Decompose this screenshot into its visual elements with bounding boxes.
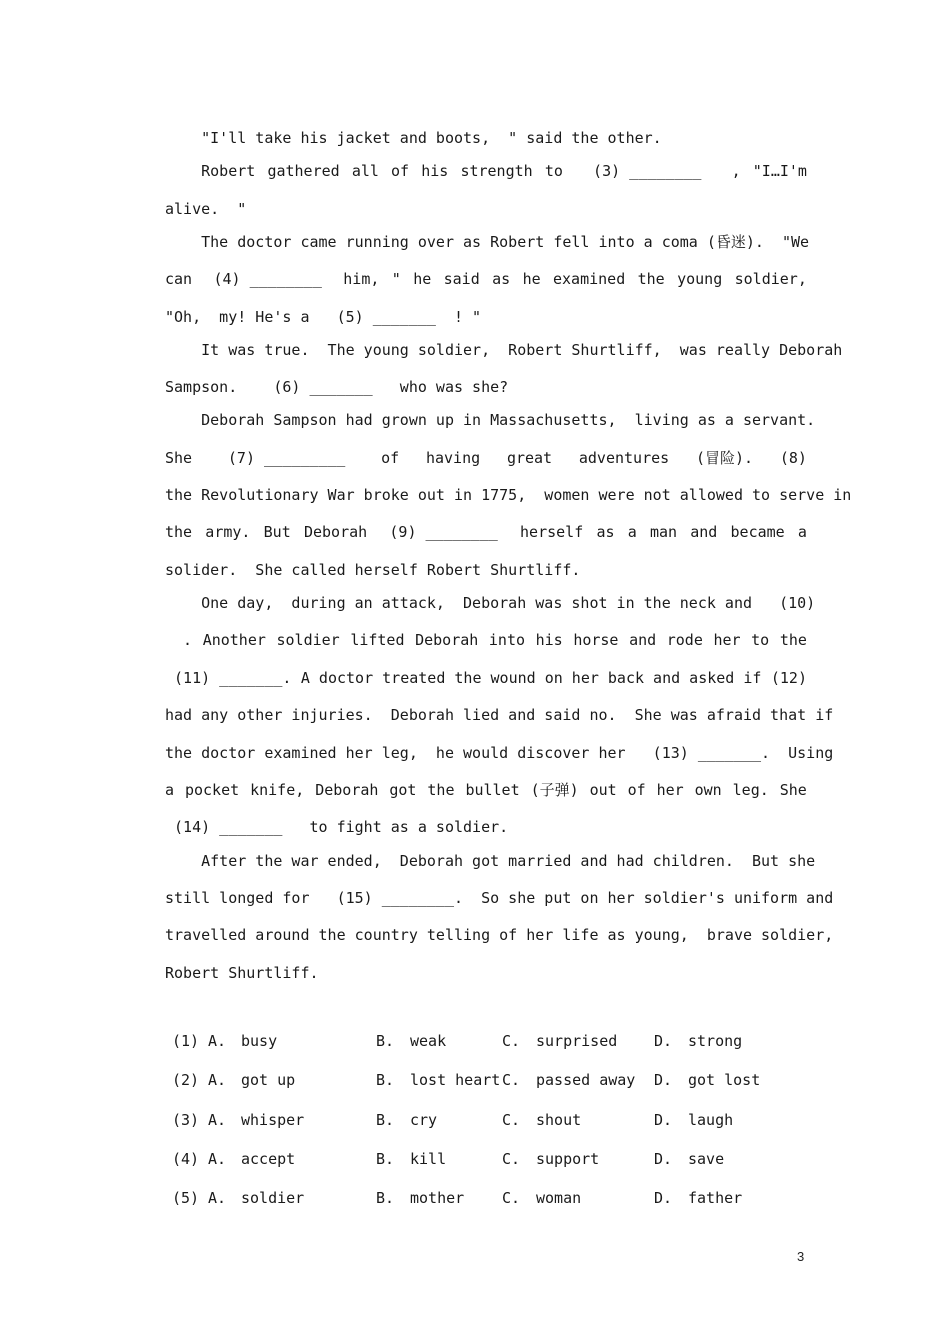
passage-text: . [165, 631, 193, 650]
passage-line [165, 446, 807, 483]
option-letter: A. [208, 1110, 227, 1129]
passage-text: She [165, 448, 193, 467]
option-a: soldier [241, 1189, 305, 1208]
option-d: laugh [688, 1110, 734, 1129]
passage-line [165, 961, 807, 998]
passage-text: (4) ________ [204, 270, 331, 289]
passage-text: the Revolutionary War broke out in 1775, women were not allowed to serve in [165, 486, 852, 505]
passage-line [165, 197, 807, 230]
option-a: accept [241, 1149, 296, 1168]
passage-line [165, 591, 816, 628]
passage-line [165, 375, 807, 408]
passage-text: a [165, 781, 175, 800]
passage-text: to [544, 162, 563, 181]
passage-line [165, 305, 807, 338]
passage-line [165, 408, 816, 445]
option-letter: A. [208, 1189, 227, 1208]
passage-line [165, 267, 807, 304]
option-letter: C. [502, 1032, 521, 1050]
option-letter: C. [502, 1071, 521, 1090]
passage-line [165, 483, 852, 520]
passage-text: (12) [770, 668, 807, 687]
passage-text: " [391, 270, 401, 289]
passage-text: (14) _______ to fight as a soldier. [165, 818, 509, 837]
question-number: (3) [172, 1110, 200, 1129]
passage-text: One day, during an attack, Deborah was shot in the neck and (10) [165, 594, 816, 613]
option-letter: D. [654, 1189, 673, 1208]
passage-text: army. [205, 523, 251, 542]
option-c: support [536, 1149, 600, 1168]
passage-text: (9) ________ [380, 523, 507, 542]
passage-text: Robert [165, 162, 256, 181]
passage-text: and [629, 631, 657, 650]
passage-text: strength [460, 162, 533, 181]
passage-text: soldier, [734, 270, 807, 289]
option-letter: B. [376, 1189, 395, 1208]
option-letter: D. [654, 1110, 673, 1129]
passage-text: he [522, 270, 541, 289]
option-letter: C. [502, 1189, 521, 1208]
option-letter: B. [376, 1149, 395, 1168]
option-d: strong [688, 1032, 743, 1050]
option-a: whisper [241, 1110, 305, 1129]
option-b: cry [410, 1110, 438, 1129]
passage-text: as [596, 523, 615, 542]
option-letter: C. [502, 1110, 521, 1129]
passage-text: her [713, 631, 741, 650]
option-letter: B. [376, 1071, 395, 1090]
option-row [172, 1187, 812, 1226]
passage-text: rode [666, 631, 703, 650]
option-d: father [688, 1189, 743, 1208]
passage-text: and [690, 523, 718, 542]
question-number: (5) [172, 1189, 200, 1208]
passage-text: horse [573, 631, 619, 650]
passage-text: Sampson. (6) _______ who was she? [165, 378, 509, 397]
passage-text: gathered [267, 162, 340, 181]
passage-text: to [751, 631, 770, 650]
passage-text: a [797, 523, 807, 542]
option-row [172, 1109, 812, 1148]
passage-text: knife, [250, 781, 305, 800]
passage-text: alive. " [165, 199, 247, 218]
passage-text: of [381, 448, 400, 467]
passage-text: (3) ________ [575, 162, 720, 181]
passage-text: She [779, 781, 807, 800]
passage-text: (冒险). [695, 448, 754, 467]
option-b: weak [410, 1032, 447, 1050]
passage-line [165, 126, 807, 159]
passage-text: "I'll take his jacket and boots, " said the other. [165, 129, 662, 147]
passage-text: Another [202, 631, 266, 650]
passage-text: a [627, 523, 637, 542]
option-c: woman [536, 1189, 582, 1208]
option-b: kill [410, 1149, 447, 1168]
option-a: got up [241, 1071, 296, 1090]
passage-text: still longed for (15) ________. So she put on her soldier's uniform and [165, 888, 834, 907]
passage-text: Deborah [315, 781, 379, 800]
passage-text: bullet [465, 781, 520, 800]
passage-text: pocket [184, 781, 240, 800]
passage-line [165, 159, 807, 196]
reading-passage [165, 126, 852, 998]
option-b: mother [410, 1189, 465, 1208]
passage-text: the [427, 781, 455, 800]
option-letter: D. [654, 1032, 673, 1050]
passage-text: Deborah [303, 523, 368, 542]
passage-text: herself [520, 523, 584, 542]
passage-text: her [656, 781, 684, 800]
passage-text: his [535, 631, 563, 650]
passage-text: into [488, 631, 526, 650]
question-number: (4) [172, 1149, 200, 1168]
passage-line [165, 815, 807, 848]
passage-text: the doctor examined her leg, he would discover her (13) _______. Using [165, 743, 834, 762]
passage-text: he [413, 270, 432, 289]
passage-text: own [694, 781, 722, 800]
passage-text: leg. [732, 781, 769, 800]
passage-text: of [627, 781, 646, 800]
passage-text: him, [343, 270, 380, 289]
page-number: 3 [797, 1249, 805, 1264]
answer-options [172, 1030, 812, 1226]
passage-text: It was true. The young soldier, Robert Shurtliff, was really Deborah [165, 340, 843, 359]
passage-text: (8) [779, 448, 807, 467]
passage-text: (7) _________ [218, 448, 355, 467]
option-letter: A. [208, 1149, 227, 1168]
passage-text: After the war ended, Deborah got married and had children. But she [165, 851, 816, 870]
passage-text: got [389, 781, 417, 800]
option-letter: D. [654, 1149, 673, 1168]
passage-text: , [731, 162, 741, 181]
passage-text: young [677, 270, 723, 289]
question-number: (2) [172, 1071, 200, 1090]
passage-text: (11) _______. [165, 668, 292, 687]
passage-line [165, 703, 834, 740]
passage-text: became [730, 523, 785, 542]
passage-text: Deborah Sampson had grown up in Massachusetts, living as a servant. [165, 411, 816, 430]
passage-text: soldier [276, 631, 340, 650]
option-row [172, 1030, 812, 1069]
passage-text: had any other injuries. Deborah lied and said no. She was afraid that if [165, 706, 834, 725]
passage-text: "I…I'm [752, 162, 807, 181]
option-row [172, 1148, 812, 1187]
option-a: busy [241, 1032, 278, 1050]
passage-line [165, 520, 807, 557]
passage-line [165, 666, 807, 703]
passage-line [165, 778, 807, 815]
passage-text: lifted [350, 631, 405, 650]
passage-text: having [425, 448, 481, 467]
passage-text: Deborah [415, 631, 479, 650]
passage-line [165, 849, 816, 886]
option-d: got lost [688, 1071, 761, 1090]
passage-text: as [492, 270, 511, 289]
option-b: lost heart [410, 1071, 501, 1090]
option-c: surprised [536, 1032, 618, 1050]
passage-text: examined [553, 270, 626, 289]
option-row [172, 1069, 812, 1108]
passage-text: A doctor treated the wound on her back and asked if [300, 668, 762, 687]
passage-line [165, 338, 843, 375]
option-letter: A. [208, 1071, 227, 1090]
option-c: shout [536, 1110, 582, 1129]
passage-text: out [589, 781, 617, 800]
passage-text: of [391, 162, 410, 181]
passage-text: great [506, 448, 553, 467]
question-number: (1) [172, 1032, 200, 1050]
option-letter: B. [376, 1110, 395, 1129]
passage-text: adventures [578, 448, 670, 467]
passage-text: the [637, 270, 665, 289]
passage-line [165, 628, 807, 665]
passage-text: solider. She called herself Robert Shurtliff. [165, 560, 581, 579]
passage-text: his [421, 162, 449, 181]
option-d: save [688, 1149, 725, 1168]
passage-text: said [443, 270, 480, 289]
passage-line [165, 230, 810, 267]
passage-text: Robert Shurtliff. [165, 963, 319, 982]
passage-text: travelled around the country telling of her life as young, brave soldier, [165, 926, 834, 945]
passage-text: (子弹) [530, 781, 579, 800]
passage-text: the [165, 523, 193, 542]
option-c: passed away [536, 1071, 636, 1090]
passage-text: all [351, 162, 379, 181]
passage-line [165, 886, 834, 923]
passage-line [165, 923, 834, 960]
option-letter: B. [376, 1032, 395, 1050]
option-letter: C. [502, 1149, 521, 1168]
passage-text: The doctor came running over as Robert fell into a coma (昏迷). "We [165, 232, 810, 251]
passage-text: the [779, 631, 807, 650]
passage-line [165, 558, 807, 591]
passage-text: "Oh, my! He's a (5) _______ ! " [165, 307, 482, 326]
passage-line [165, 741, 834, 778]
option-letter: A. [208, 1032, 227, 1050]
passage-text: can [165, 270, 193, 289]
passage-text: But [263, 523, 291, 542]
option-letter: D. [654, 1071, 673, 1090]
passage-text: man [649, 523, 678, 542]
